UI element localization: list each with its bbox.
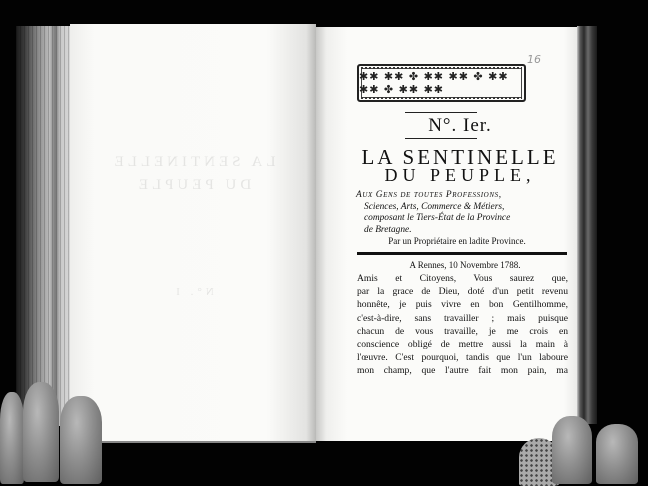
author-line: Par un Propriétaire en ladite Province. [388, 236, 526, 246]
rule-below-number [405, 138, 477, 139]
title-line-1: LA SENTINELLE [361, 145, 559, 169]
body-line: conscience obligé de mettre aussi la main à [357, 339, 568, 351]
subtitle-block [356, 190, 566, 236]
book-page-block-left [16, 26, 72, 426]
thick-rule [357, 252, 567, 255]
body-line: mon champ, que l'autre fait mon pain, ma [357, 365, 568, 377]
body-line: c'est-à-dire, sans travailler ; mais puisque [357, 312, 568, 324]
subtitle-line: Aux Gens de toutes Professions, [356, 190, 502, 200]
show-through-number: N°. I [172, 286, 214, 298]
book-page-block-right [577, 26, 597, 424]
body-line: chacun de vous travaille, je me crois en [357, 325, 568, 337]
body-line: par la grace de Dieu, doté d'un petit revenu [357, 286, 568, 298]
subtitle-line: composant le Tiers-État de la Province [364, 213, 511, 223]
subtitle-line: de Bretagne. [364, 224, 412, 235]
margin-annotation: 16 [527, 53, 541, 66]
glove-finger-left-2 [23, 382, 59, 482]
ornamental-header-band: ✱✱ ✱✱ ✤ ✱✱ ✱✱ ✤ ✱✱ ✱✱ ✤ ✱✱ ✱✱ [357, 64, 526, 102]
subtitle-line: Sciences, Arts, Commerce & Métiers, [364, 201, 505, 212]
show-through-title: LA SENTINELLE [110, 154, 276, 170]
left-page [70, 24, 316, 443]
rule-above-number [405, 112, 477, 113]
show-through-subtitle: DU PEUPLE [134, 177, 252, 193]
dateline: A Rennes, 10 Novembre 1788. [409, 260, 521, 270]
issue-number: N°. Ier. [428, 115, 492, 136]
body-line: Amis et Citoyens, Vous saurez que, [357, 273, 568, 284]
title-line-2: DU PEUPLE, [384, 165, 536, 185]
body-text [357, 272, 568, 378]
body-line: l'œuvre. C'est pourquoi, tandis que l'un laboure [357, 352, 568, 364]
glove-finger-left-1 [0, 392, 24, 484]
glove-finger-right-2 [596, 424, 638, 484]
glove-finger-right-1 [552, 416, 592, 484]
body-line: honnête, je puis vivre en bon Gentilhomme, [357, 299, 568, 311]
glove-finger-left-3 [60, 396, 102, 484]
